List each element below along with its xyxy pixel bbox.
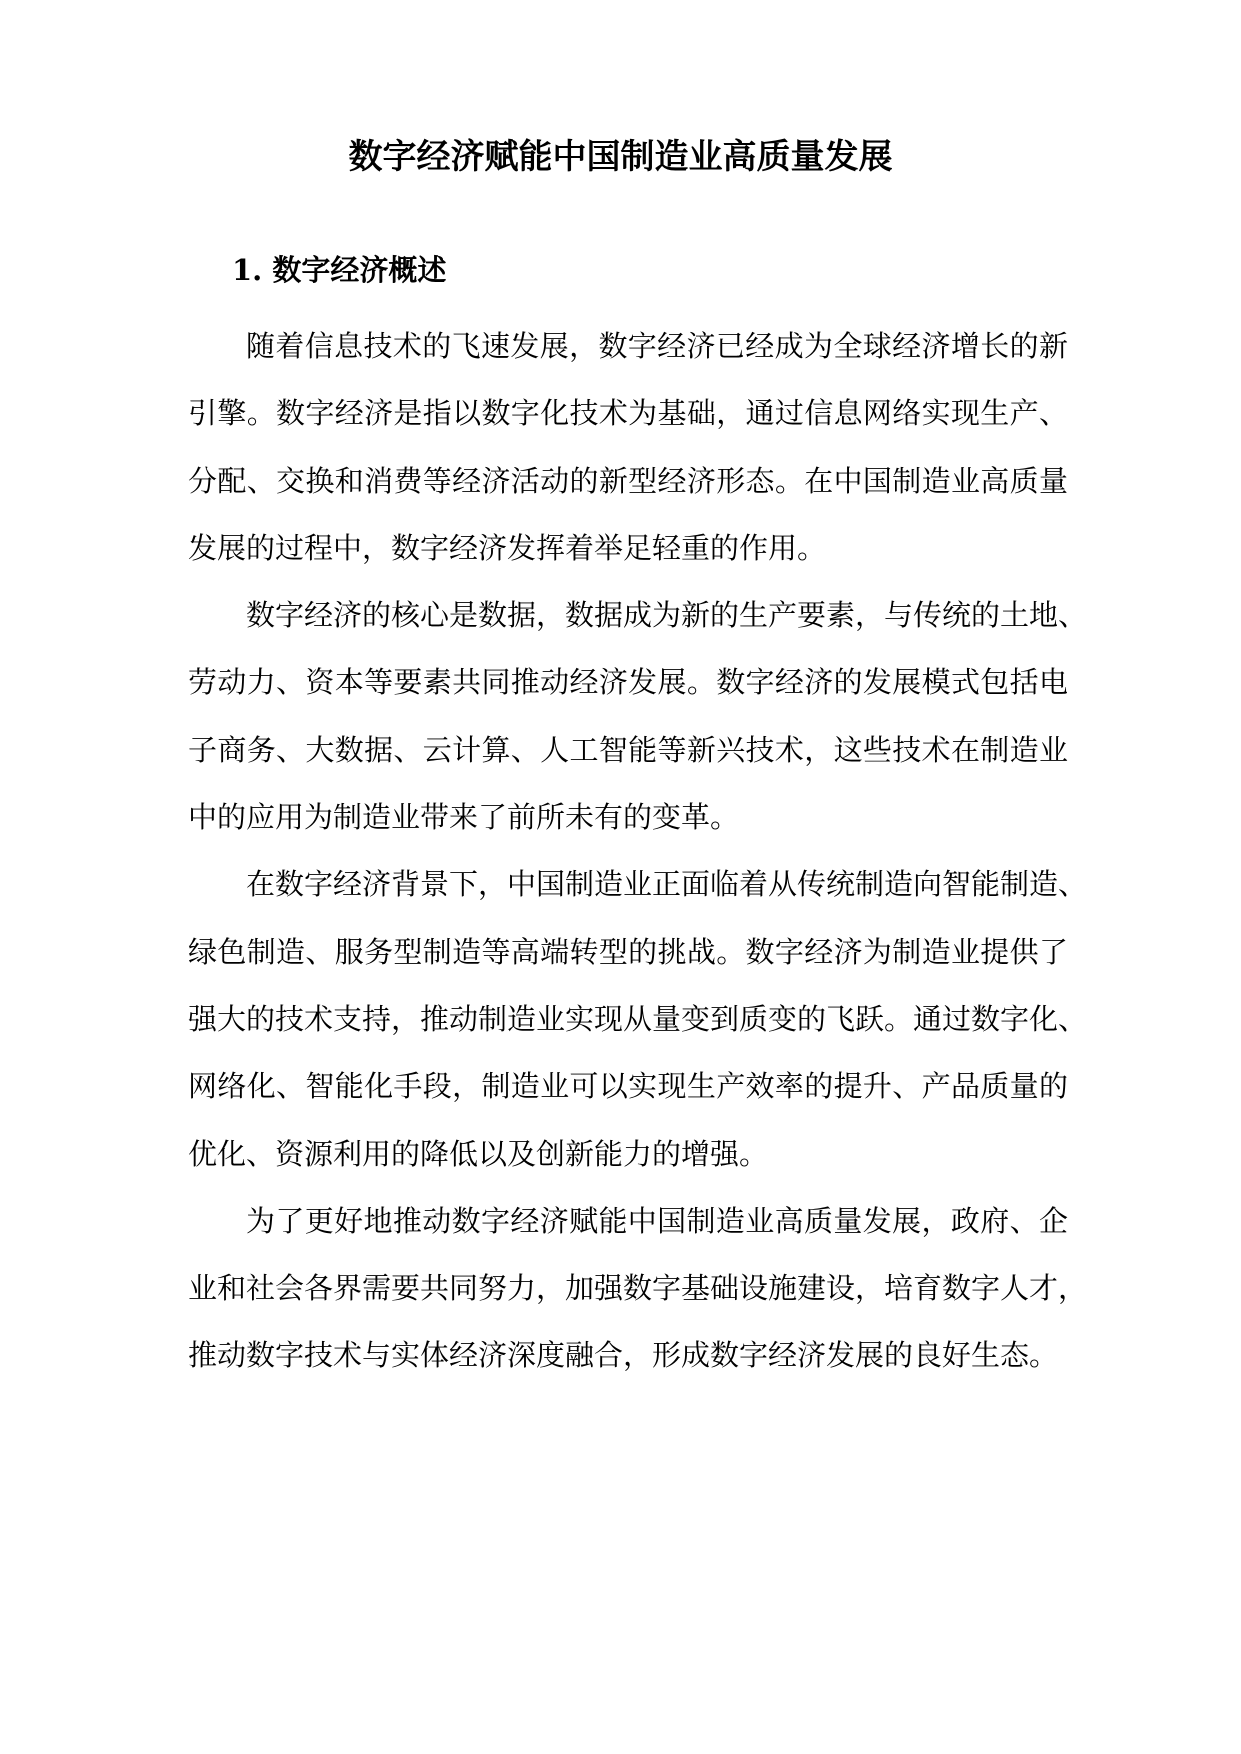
- paragraph-line: 引擎。数字经济是指以数字化技术为基础，通过信息网络实现生产、: [188, 396, 1068, 431]
- paragraph-line: 发展的过程中，数字经济发挥着举足轻重的作用。: [188, 530, 827, 565]
- paragraph: [188, 582, 1088, 851]
- paragraph-line: 推动数字技术与实体经济深度融合，形成数字经济发展的良好生态。: [188, 1338, 1059, 1373]
- paragraph-line: 子商务、大数据、云计算、人工智能等新兴技术，这些技术在制造业: [188, 732, 1068, 767]
- paragraph-line: 分配、交换和消费等经济活动的新型经济形态。在中国制造业高质量: [188, 463, 1068, 498]
- section-heading: 1. 数字经济概述: [232, 253, 447, 287]
- paragraph-line: 随着信息技术的飞速发展，数字经济已经成为全球经济增长的新: [246, 329, 1068, 363]
- paragraph-line: 在数字经济背景下，中国制造业正面临着从传统制造向智能制造、: [246, 867, 1088, 902]
- paragraph-line: 劳动力、资本等要素共同推动经济发展。数字经济的发展模式包括电: [188, 665, 1068, 700]
- paragraph-line: 优化、资源利用的降低以及创新能力的增强。: [188, 1136, 769, 1171]
- paragraph-line: 绿色制造、服务型制造等高端转型的挑战。数字经济为制造业提供了: [188, 934, 1068, 969]
- paragraph-line: 业和社会各界需要共同努力，加强数字基础设施建设，培育数字人才，: [188, 1271, 1088, 1306]
- paragraph: [188, 1188, 1088, 1390]
- document-title: 数字经济赋能中国制造业高质量发展: [348, 137, 893, 177]
- paragraph-line: 为了更好地推动数字经济赋能中国制造业高质量发展，政府、企: [246, 1203, 1068, 1238]
- paragraph: [188, 851, 1088, 1187]
- paragraph-line: 强大的技术支持，推动制造业实现从量变到质变的飞跃。通过数字化、: [188, 1001, 1088, 1036]
- paragraph-line: 中的应用为制造业带来了前所未有的变革。: [188, 800, 740, 835]
- paragraph: [188, 313, 1068, 582]
- document-body: [188, 313, 1088, 1390]
- paragraph-line: 网络化、智能化手段，制造业可以实现生产效率的提升、产品质量的: [188, 1069, 1068, 1104]
- paragraph-line: 数字经济的核心是数据，数据成为新的生产要素，与传统的土地、: [246, 598, 1088, 633]
